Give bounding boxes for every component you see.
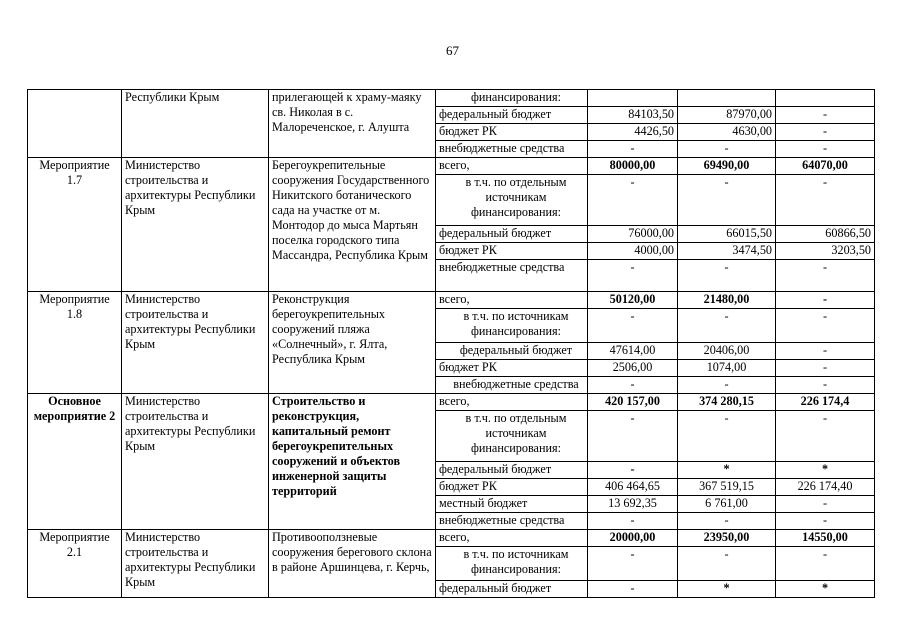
value-cell: * [678, 462, 776, 479]
source-label: внебюджетные средства [436, 377, 588, 394]
value-cell: - [678, 513, 776, 530]
source-label: внебюджетные средства [436, 141, 588, 158]
value-cell: 76000,00 [588, 226, 678, 243]
value-cell: - [588, 513, 678, 530]
source-label: внебюджетные средства [436, 260, 588, 292]
value-cell: 20000,00 [588, 530, 678, 547]
value-cell: - [588, 260, 678, 292]
source-label: бюджет РК [436, 479, 588, 496]
value-cell: - [588, 141, 678, 158]
value-cell: 87970,00 [678, 107, 776, 124]
value-cell: - [588, 581, 678, 598]
object-cell: Строительство и реконструкция, капитальный ремонт берегоукрепительных сооружений и объектов инженерной защиты территорий [269, 394, 436, 530]
value-cell: 14550,00 [776, 530, 875, 547]
table-row [28, 158, 875, 175]
value-cell: 367 519,15 [678, 479, 776, 496]
value-cell: 4630,00 [678, 124, 776, 141]
executor-cell: Министерство строительства и архитектуры Республики Крым [122, 530, 269, 598]
value-cell: - [678, 309, 776, 343]
object-cell: Реконструкция берегоукрепительных сооружений пляжа «Солнечный», г. Ялта, Республика Крым [269, 292, 436, 394]
value-cell: - [776, 292, 875, 309]
value-cell: - [776, 360, 875, 377]
value-cell: 406 464,65 [588, 479, 678, 496]
source-label: бюджет РК [436, 124, 588, 141]
value-cell: 4000,00 [588, 243, 678, 260]
source-label: всего, [436, 292, 588, 309]
value-cell: 6 761,00 [678, 496, 776, 513]
event-cell: Основное мероприятие 2 [28, 394, 122, 530]
value-cell: 3203,50 [776, 243, 875, 260]
value-cell: - [776, 496, 875, 513]
event-cell: Мероприятие 2.1 [28, 530, 122, 598]
value-cell: 84103,50 [588, 107, 678, 124]
event-cell: Мероприятие 1.7 [28, 158, 122, 292]
value-cell: * [678, 581, 776, 598]
source-label: всего, [436, 530, 588, 547]
source-label: внебюджетные средства [436, 513, 588, 530]
source-label: всего, [436, 158, 588, 175]
value-cell: - [776, 175, 875, 226]
source-label: федеральный бюджет [436, 462, 588, 479]
page-number: 67 [446, 43, 459, 58]
value-cell: - [678, 411, 776, 462]
value-cell: - [776, 377, 875, 394]
value-cell: 69490,00 [678, 158, 776, 175]
value-cell: - [678, 377, 776, 394]
object-cell: Берегоукрепительные сооружения Государственного Никитского ботанического сада на участке от м. Монтодор до мыса Мартьян поселка городского типа Массандра, Республика Крым [269, 158, 436, 292]
value-cell: 23950,00 [678, 530, 776, 547]
value-cell: 13 692,35 [588, 496, 678, 513]
object-cell: Противооползневые сооружения берегового склона в районе Аршинцева, г. Керчь, [269, 530, 436, 598]
source-label: федеральный бюджет [436, 226, 588, 243]
value-cell: 60866,50 [776, 226, 875, 243]
value-cell: - [678, 260, 776, 292]
value-cell: - [588, 309, 678, 343]
value-cell: - [776, 343, 875, 360]
value-cell: 226 174,40 [776, 479, 875, 496]
value-cell: - [588, 462, 678, 479]
value-cell: 3474,50 [678, 243, 776, 260]
value-cell: - [776, 309, 875, 343]
value-cell: * [776, 462, 875, 479]
source-label: всего, [436, 394, 588, 411]
source-label: в т.ч. по отдельным источникам финансирования: [436, 175, 588, 226]
table-row [28, 292, 875, 309]
executor-cell: Министерство строительства и архитектуры Республики Крым [122, 158, 269, 292]
value-cell: - [678, 547, 776, 581]
value-cell: 1074,00 [678, 360, 776, 377]
value-cell: - [776, 141, 875, 158]
event-cell [28, 90, 122, 158]
value-cell: 64070,00 [776, 158, 875, 175]
source-label: бюджет РК [436, 243, 588, 260]
event-cell: Мероприятие 1.8 [28, 292, 122, 394]
source-label: федеральный бюджет [436, 581, 588, 598]
value-cell: - [776, 513, 875, 530]
executor-cell: Министерство строительства и архитектуры Республики Крым [122, 394, 269, 530]
table-row [28, 394, 875, 411]
source-label: бюджет РК [436, 360, 588, 377]
value-cell: 20406,00 [678, 343, 776, 360]
value-cell: - [678, 141, 776, 158]
value-cell: - [588, 547, 678, 581]
value-cell: 21480,00 [678, 292, 776, 309]
financing-table [27, 89, 875, 598]
value-cell: - [776, 547, 875, 581]
value-cell: 50120,00 [588, 292, 678, 309]
value-cell: 80000,00 [588, 158, 678, 175]
source-label: финансирования: [436, 90, 588, 107]
value-cell: 4426,50 [588, 124, 678, 141]
table-row [28, 90, 875, 107]
source-label: федеральный бюджет [436, 343, 588, 360]
source-label: в т.ч. по отдельным источникам финансирования: [436, 411, 588, 462]
value-cell: 374 280,15 [678, 394, 776, 411]
value-cell: - [588, 411, 678, 462]
value-cell: - [776, 124, 875, 141]
value-cell: - [588, 377, 678, 394]
value-cell: - [776, 107, 875, 124]
value-cell: 47614,00 [588, 343, 678, 360]
value-cell: - [776, 260, 875, 292]
value-cell: 2506,00 [588, 360, 678, 377]
value-cell: 420 157,00 [588, 394, 678, 411]
value-cell: 226 174,4 [776, 394, 875, 411]
executor-cell: Республики Крым [122, 90, 269, 158]
value-cell: - [678, 175, 776, 226]
value-cell: - [776, 411, 875, 462]
source-label: в т.ч. по источникам финансирования: [436, 309, 588, 343]
executor-cell: Министерство строительства и архитектуры Республики Крым [122, 292, 269, 394]
source-label: местный бюджет [436, 496, 588, 513]
value-cell: - [588, 175, 678, 226]
table-row [28, 530, 875, 547]
source-label: в т.ч. по источникам финансирования: [436, 547, 588, 581]
value-cell: 66015,50 [678, 226, 776, 243]
object-cell: прилегающей к храму-маяку св. Николая в с. Малореченское, г. Алушта [269, 90, 436, 158]
value-cell: * [776, 581, 875, 598]
source-label: федеральный бюджет [436, 107, 588, 124]
